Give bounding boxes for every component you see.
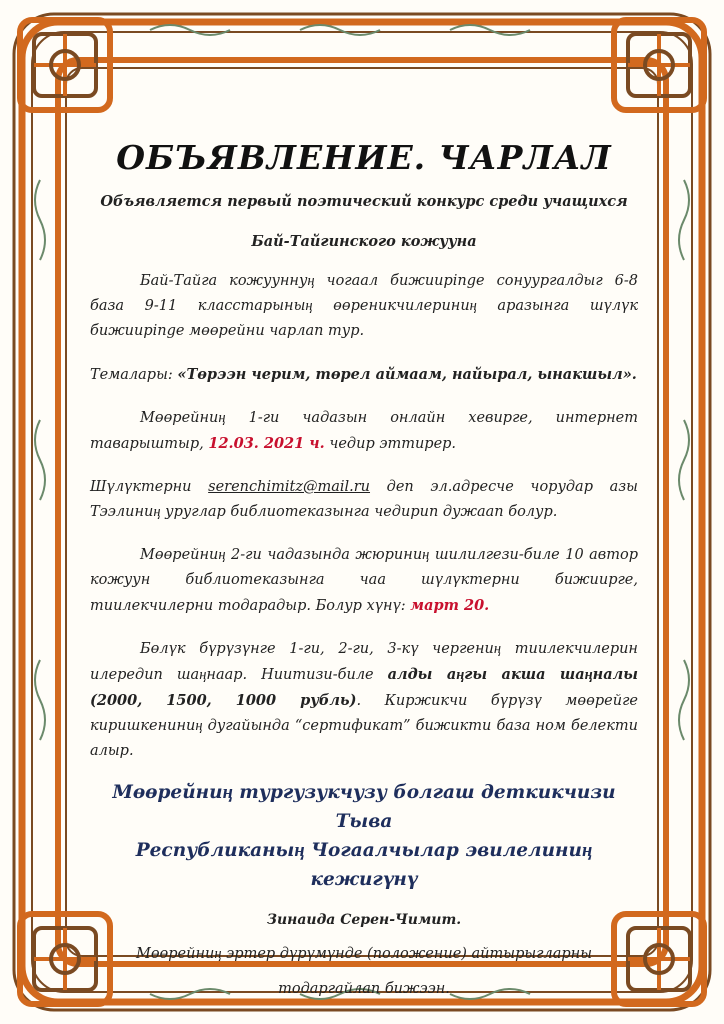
- paragraph-stage-2: [90, 543, 638, 619]
- regulations-note: [90, 946, 638, 997]
- subtitle-line-1: Объявляется первый поэтический конкурс среди учащихся: [100, 193, 628, 210]
- subtitle-line-2: Бай-Тайгинского кожууна: [251, 233, 477, 250]
- paragraph-themes: [90, 362, 638, 388]
- prizes-text-a: Бөлүк бүрүзүнге 1-ги, 2-ги, 3-кү чергениӊ тиилекчилерин илередип шаӊнаар. Ниитизи-биле: [90, 641, 638, 683]
- organizer-line-2: Республиканыӊ Чогаалчылар эвилелиниӊ кежигүнү: [135, 840, 593, 890]
- signature: Зинаида Серен-Чимит.: [266, 912, 462, 928]
- paragraph-stage-1: [90, 406, 638, 457]
- note-line-1: Мөөрейниӊ эртер дүрүмүнде (положение) айтырыгларны: [135, 946, 593, 962]
- email-link[interactable]: serenchimitz@mail.ru: [208, 479, 371, 495]
- prizes-amounts: алды аӊгы акша шаӊналы (2000, 1500, 1000 рубль): [90, 666, 639, 709]
- submission-text-a: Шүлүктерни: [90, 479, 192, 495]
- submission-text-b: деп эл.адресче чорудар азы Тээлиниӊ уруглар библиотеказынга чедирип дужаап болур.: [90, 479, 638, 520]
- stage-2-date: март 20.: [410, 597, 490, 614]
- stage-1-date: 12.03. 2021 ч.: [208, 435, 325, 452]
- stage-2-text: Мөөрейниӊ 2-ги чадазында жюриниӊ шилилгези-биле 10 автор кожуун библиотеказынга чаа шүлүктерни бижиирге, тиилекчилерни тодарадыр. Болур хүнү:: [90, 547, 638, 614]
- organizer-line-1: Мөөрейниӊ тургузукчузу болгаш деткикчизи Тыва: [112, 782, 616, 832]
- note-line-2: тодаргайлап бижээн.: [278, 981, 450, 997]
- themes-value: «Төрээн черим, төрел аймаам, найырал, ынакшыл».: [177, 366, 637, 383]
- announcement-content: [90, 138, 638, 997]
- stage-1-text: Мөөрейниӊ 1-ги чадазын онлайн хевирге, интернет таварыштыр,: [90, 410, 638, 452]
- paragraph-intro: Бай-Тайга кожууннуӊ чогаал бижиирinge сонуургалдыг 6-8 база 9-11 класстарыныӊ өөреникчилериниӊ аразынга шүлүк бижиирinge мөөрейни чарлап тур.: [90, 273, 638, 339]
- themes-label: Темалары:: [90, 367, 173, 383]
- paragraph-prizes: [90, 637, 638, 764]
- prizes-text-b: . Киржикчи бүрүзү мөөрейге киришкениниӊ дугайында “сертификат” бижикти база ном белекти алыр.: [90, 693, 638, 759]
- organizer-heading: [90, 778, 638, 894]
- stage-1-tail: чедир эттирер.: [329, 436, 457, 452]
- paragraph-submission: [90, 475, 638, 525]
- page-title: ОБЪЯВЛЕНИЕ. ЧАРЛАЛ: [116, 138, 612, 177]
